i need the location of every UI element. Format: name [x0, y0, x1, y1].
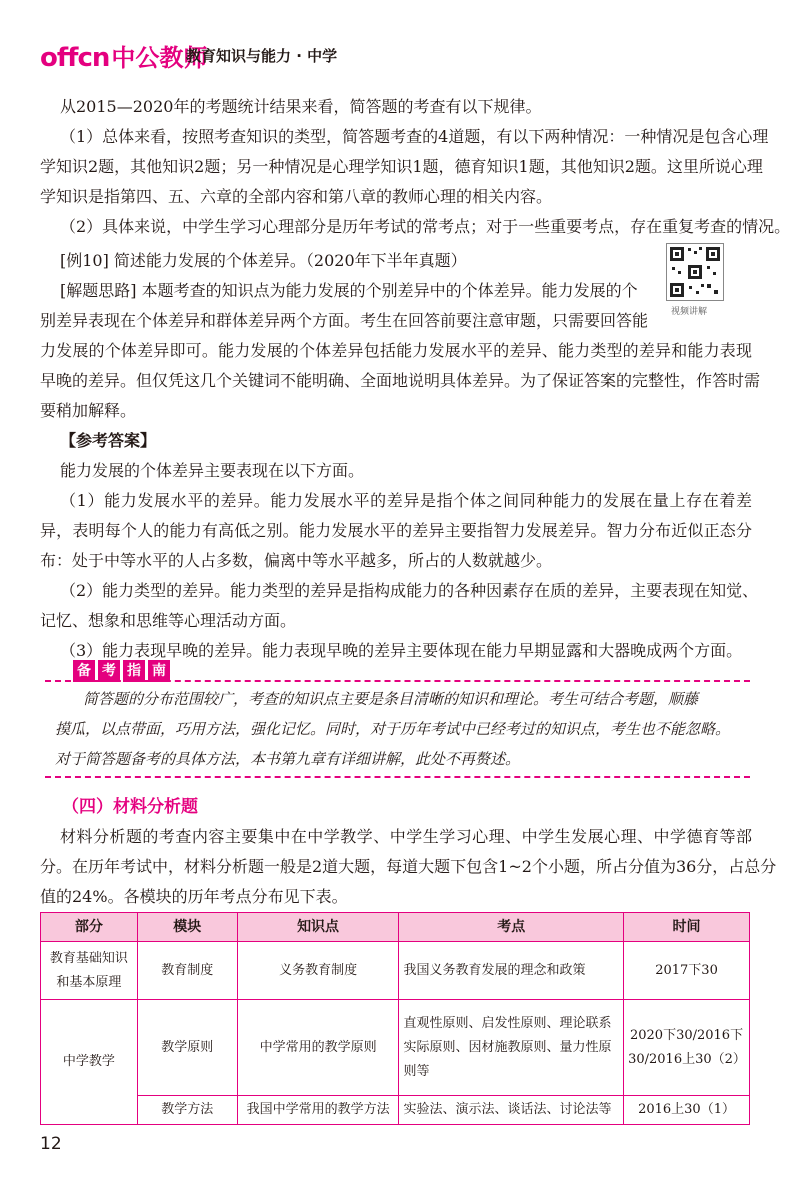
answer-intro: 能力发展的个体差异主要表现在以下方面。	[60, 461, 365, 480]
analysis-line2: 别差异表现在个体差异和群体差异两个方面。考生在回答前要注意审题，只需要回答能	[40, 311, 649, 330]
cell-module: 教育制度	[137, 942, 237, 1000]
cell-point: 直观性原则、启发性原则、理论联系实际原则、因材施教原则、量力性原则等	[399, 1000, 624, 1096]
guide-tag-char: 考	[98, 660, 120, 682]
answer-point1-line3: 布：处于中等水平的人占多数，偏离中等水平越多，所占的人数就越少。	[40, 551, 553, 570]
page-header	[40, 38, 760, 78]
analysis-line1: [解题思路] 本题考查的知识点为能力发展的个别差异中的个体差异。能力发展的个	[60, 281, 638, 300]
paragraph-rule1-line1: （1）总体来看，按照考查知识的类型，简答题考查的4道题，有以下两种情况：一种情况是包含心理	[60, 127, 769, 146]
paragraph-rule2: （2）具体来说，中学生学习心理部分是历年考试的常考点；对于一些重要考点，存在重复考查的情况。	[60, 217, 790, 236]
cell-part: 中学教学	[41, 1000, 138, 1125]
answer-point1-line2: 异，表明每个人的能力有高低之别。能力发展水平的差异主要指智力发展差异。智力分布近似正态分	[40, 521, 752, 540]
study-guide-tag	[73, 660, 170, 682]
cell-point: 实验法、演示法、谈话法、讨论法等	[399, 1096, 624, 1125]
cell-time: 2020下30/2016下30/2016上30（2）	[624, 1000, 750, 1096]
analysis-line5: 要稍加解释。	[40, 401, 137, 420]
book-title: 教育知识与能力 · 中学	[186, 47, 338, 65]
paragraph-rule1-line3: 学知识是指第四、五、六章的全部内容和第八章的教师心理的相关内容。	[40, 187, 553, 206]
section-line1: 材料分析题的考查内容主要集中在中学教学、中学生学习心理、中学生发展心理、中学德育等部	[60, 827, 752, 846]
analysis-line3: 力发展的个体差异即可。能力发展的个体差异包括能力发展水平的差异、能力类型的差异和能力表现	[40, 341, 752, 360]
section-line2: 分。在历年考试中，材料分析题一般是2道大题，每道大题下包含1~2个小题，所占分值为36分，占总分	[40, 857, 777, 876]
answer-point1-line1: （1）能力发展水平的差异。能力发展水平的差异是指个体之间同种能力的发展在量上存在着差	[60, 491, 752, 510]
guide-line2: 摸瓜，以点带面，巧用方法，强化记忆。同时，对于历年考试中已经考过的知识点，考生也不能忽略。	[55, 720, 731, 738]
offcn-logo	[40, 38, 207, 73]
answer-point2-line1: （2）能力类型的差异。能力类型的差异是指构成能力的各种因素存在质的差异，主要表现在知觉、	[60, 581, 759, 600]
exam-distribution-table	[40, 912, 750, 1125]
section-title: （四）材料分析题	[62, 797, 198, 817]
header-module: 模块	[137, 913, 237, 942]
study-guide-box	[45, 660, 750, 778]
guide-tag-char: 指	[123, 660, 145, 682]
header-point: 考点	[399, 913, 624, 942]
header-part: 部分	[41, 913, 138, 942]
cell-time: 2017下30	[624, 942, 750, 1000]
paragraph-intro: 从2015—2020年的考题统计结果来看，简答题的考查有以下规律。	[60, 97, 542, 116]
table-row	[41, 1000, 750, 1096]
qr-caption: 视频讲解	[671, 307, 708, 317]
guide-tag-char: 备	[73, 660, 95, 682]
qr-code-icon[interactable]	[666, 243, 724, 301]
guide-tag-char: 南	[148, 660, 170, 682]
logo-brand: offcn	[40, 43, 110, 73]
guide-divider-top	[45, 680, 750, 682]
paragraph-rule1-line2: 学知识2题，其他知识2题；另一种情况是心理学知识1题，德育知识1题，其他知识2题。这里所说心理	[40, 157, 763, 176]
table-row	[41, 1096, 750, 1125]
page-number: 12	[40, 1134, 62, 1154]
answer-point2-line2: 记忆、想象和思维等心理活动方面。	[40, 611, 297, 630]
cell-time: 2016上30（1）	[624, 1096, 750, 1125]
header-time: 时间	[624, 913, 750, 942]
answer-point3: （3）能力表现早晚的差异。能力表现早晚的差异主要体现在能力早期显露和大器晚成两个方面。	[60, 641, 743, 660]
guide-line1: 简答题的分布范围较广，考查的知识点主要是条目清晰的知识和理论。考生可结合考题，顺藤	[83, 690, 699, 708]
table-row	[41, 942, 750, 1000]
cell-part: 教育基础知识和基本原理	[41, 942, 138, 1000]
analysis-line4: 早晚的差异。但仅凭这几个关键词不能明确、全面地说明具体差异。为了保证答案的完整性，作答时需	[40, 371, 761, 390]
header-knowledge: 知识点	[237, 913, 399, 942]
cell-point: 我国义务教育发展的理念和政策	[399, 942, 624, 1000]
cell-knowledge: 我国中学常用的教学方法	[237, 1096, 399, 1125]
cell-module: 教学原则	[137, 1000, 237, 1096]
guide-divider-bottom	[45, 776, 750, 778]
logo-chinese: 中公教师	[111, 44, 208, 72]
answer-label: 【参考答案】	[60, 431, 157, 450]
cell-knowledge: 中学常用的教学原则	[237, 1000, 399, 1096]
guide-line3: 对于简答题备考的具体方法，本书第九章有详细讲解，此处不再赘述。	[55, 750, 521, 768]
cell-module: 教学方法	[137, 1096, 237, 1125]
section-line3: 值的24%。各模块的历年考点分布见下表。	[40, 887, 348, 906]
example-question: [例10] 简述能力发展的个体差异。（2020年下半年真题）	[60, 251, 467, 270]
cell-knowledge: 义务教育制度	[237, 942, 399, 1000]
table-header-row	[41, 913, 750, 942]
